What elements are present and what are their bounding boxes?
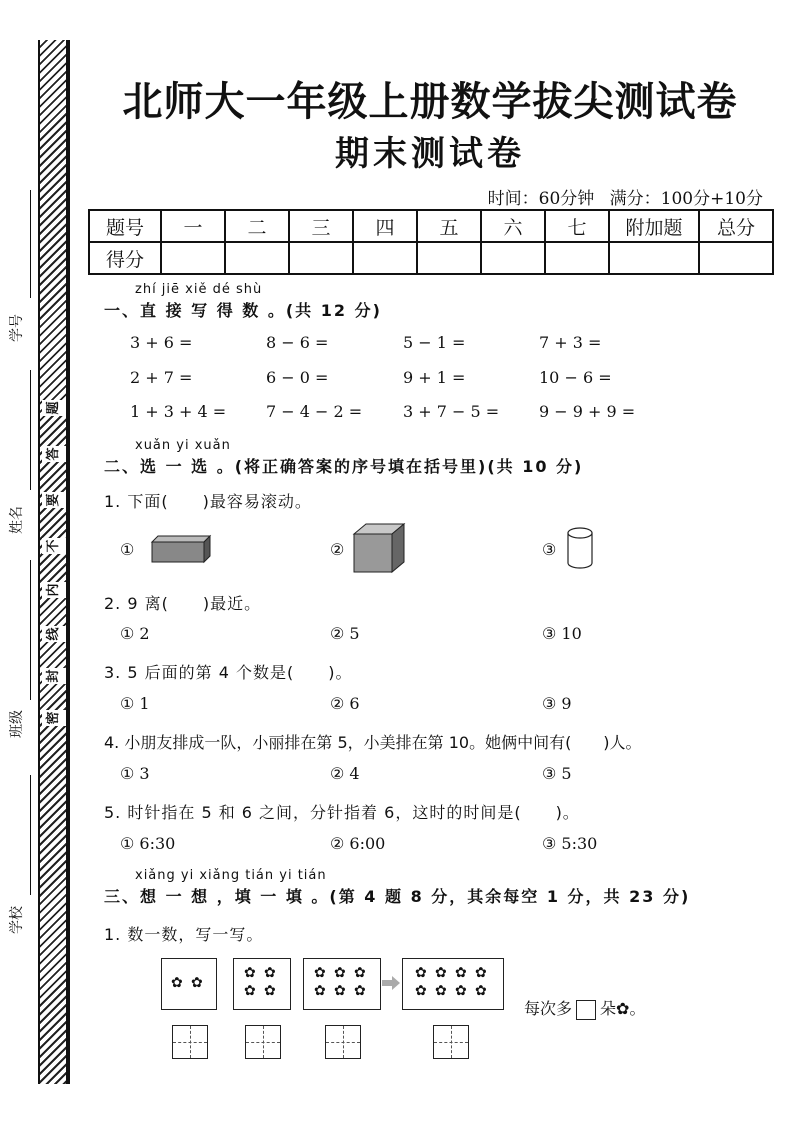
writing-box[interactable] — [433, 1025, 469, 1059]
each-more-suffix: 朵 — [600, 999, 617, 1018]
question-text: 5. 时针指在 5 和 6 之间，分针指着 6，这时的时间是( )。 — [104, 803, 580, 822]
option-item[interactable]: ③ 5 — [542, 764, 572, 783]
school-blank[interactable] — [30, 775, 31, 895]
score-cell[interactable] — [353, 242, 417, 274]
arith-item: 7 − 4 − 2 = — [266, 402, 363, 421]
score-table-header-row — [89, 210, 773, 242]
question-text: 1. 数一数，写一写。 — [104, 925, 264, 944]
flower-icon: ✿ — [415, 965, 427, 981]
arith-item: 3 + 6 = — [130, 333, 193, 352]
section3-pinyin: xiǎng yi xiǎng tián yi tián — [135, 868, 327, 883]
seal-char: 封 — [42, 668, 66, 684]
section3-heading: 三、想 一 想 ，填 一 填 。(第 4 题 8 分，其余每空 1 分，共 23 分) — [104, 887, 691, 906]
seal-char: 题 — [42, 400, 66, 416]
arith-item: 3 + 7 − 5 = — [403, 402, 500, 421]
score-cell[interactable] — [481, 242, 545, 274]
option-item[interactable]: ② 5 — [330, 624, 360, 643]
section2-pinyin: xuǎn yi xuǎn — [135, 438, 231, 453]
page-subtitle: 期末测试卷 — [335, 134, 525, 174]
flower-icon: ✿ — [244, 965, 256, 981]
writing-box[interactable] — [325, 1025, 361, 1059]
arith-item: 10 − 6 = — [539, 368, 612, 387]
arrow-right-icon — [382, 976, 400, 990]
question-text: 3. 5 后面的第 4 个数是( )。 — [104, 663, 353, 682]
question-text: 2. 9 离( )最近。 — [104, 594, 262, 613]
score-header-cell: 七 — [545, 210, 609, 242]
binding-line — [68, 40, 70, 1084]
flower-icon: ✿ — [264, 983, 276, 999]
page-title: 北师大一年级上册数学拔尖测试卷 — [122, 79, 738, 125]
flower-icon: ✿ — [475, 983, 487, 999]
exam-time: 时间：60分钟 — [487, 189, 595, 209]
flower-icon: ✿ — [244, 983, 256, 999]
exam-full-score: 满分：100分+10分 — [609, 189, 763, 209]
section1-heading: 一、直 接 写 得 数 。(共 12 分) — [104, 301, 382, 320]
option-label[interactable]: ③ — [542, 540, 557, 559]
cylinder-icon — [566, 526, 594, 570]
flower-icon: ✿ — [171, 975, 183, 991]
flower-icon: ✿ — [455, 983, 467, 999]
side-label-class: 班级 — [9, 710, 25, 738]
seal-char: 线 — [42, 626, 66, 642]
seal-char: 内 — [42, 582, 66, 598]
arith-item: 5 − 1 = — [403, 333, 466, 352]
score-table — [88, 209, 774, 275]
flower-icon: ✿ — [264, 965, 276, 981]
score-header-cell: 六 — [481, 210, 545, 242]
score-cell[interactable] — [545, 242, 609, 274]
flower-icon: ✿ — [334, 965, 346, 981]
option-item[interactable]: ③ 5:30 — [542, 834, 598, 853]
writing-box[interactable] — [245, 1025, 281, 1059]
option-item[interactable]: ② 6 — [330, 694, 360, 713]
flower-icon: ✿ — [354, 965, 366, 981]
flower-box — [233, 958, 291, 1010]
score-cell[interactable] — [289, 242, 353, 274]
arith-item: 9 + 1 = — [403, 368, 466, 387]
flower-icon: ✿ — [616, 999, 630, 1018]
score-header-cell: 附加题 — [609, 210, 699, 242]
seal-char: 答 — [42, 446, 66, 462]
arith-item: 6 − 0 = — [266, 368, 329, 387]
option-item[interactable]: ① 1 — [120, 694, 150, 713]
cuboid-icon — [146, 534, 212, 564]
option-item[interactable]: ① 3 — [120, 764, 150, 783]
score-cell[interactable] — [699, 242, 773, 274]
period-mark: 。 — [629, 999, 646, 1018]
side-label-school: 学校 — [9, 906, 25, 934]
seal-char: 密 — [42, 710, 66, 726]
score-header-cell: 一 — [161, 210, 225, 242]
flower-icon: ✿ — [334, 983, 346, 999]
score-header-cell: 二 — [225, 210, 289, 242]
score-header-cell: 三 — [289, 210, 353, 242]
option-item[interactable]: ① 2 — [120, 624, 150, 643]
flower-icon: ✿ — [314, 965, 326, 981]
class-blank[interactable] — [30, 560, 31, 700]
each-more-prefix: 每次多 — [524, 999, 573, 1018]
score-header-cell: 总分 — [699, 210, 773, 242]
option-item[interactable]: ③ 9 — [542, 694, 572, 713]
exam-info — [478, 184, 763, 209]
flower-box — [161, 958, 217, 1010]
option-item[interactable]: ② 6:00 — [330, 834, 386, 853]
arith-item: 7 + 3 = — [539, 333, 602, 352]
option-item[interactable]: ③ 10 — [542, 624, 582, 643]
score-header-cell: 四 — [353, 210, 417, 242]
flower-icon: ✿ — [314, 983, 326, 999]
score-cell[interactable] — [161, 242, 225, 274]
score-cell[interactable] — [609, 242, 699, 274]
option-label[interactable]: ② — [330, 540, 345, 559]
score-header-cell: 五 — [417, 210, 481, 242]
flower-icon: ✿ — [435, 965, 447, 981]
question-text: 4. 小朋友排成一队，小丽排在第 5，小美排在第 10。她俩中间有( )人。 — [104, 733, 642, 752]
student-id-blank[interactable] — [30, 190, 31, 298]
seal-char: 要 — [42, 492, 66, 508]
arith-item: 9 − 9 + 9 = — [539, 402, 636, 421]
binding-margin — [0, 0, 78, 1122]
flower-icon: ✿ — [415, 983, 427, 999]
arith-item: 1 + 3 + 4 = — [130, 402, 227, 421]
question-text: 1. 下面( )最容易滚动。 — [104, 492, 312, 511]
section2-heading: 二、选 一 选 。(将正确答案的序号填在括号里)(共 10 分) — [104, 457, 584, 476]
cube-icon — [352, 522, 408, 574]
arith-item: 2 + 7 = — [130, 368, 193, 387]
flower-icon: ✿ — [455, 965, 467, 981]
each-more-statement — [524, 996, 645, 1020]
flower-icon: ✿ — [435, 983, 447, 999]
flower-icon: ✿ — [475, 965, 487, 981]
score-header-cell: 题号 — [89, 210, 161, 242]
score-table-score-row — [89, 242, 773, 274]
flower-icon: ✿ — [191, 975, 203, 991]
flower-icon: ✿ — [354, 983, 366, 999]
side-label-student-id: 学号 — [9, 314, 25, 342]
option-label[interactable]: ① — [120, 540, 135, 559]
option-item[interactable]: ② 4 — [330, 764, 360, 783]
seal-char: 不 — [42, 538, 66, 554]
arith-item: 8 − 6 = — [266, 333, 329, 352]
answer-box[interactable] — [576, 1000, 596, 1020]
section1-pinyin: zhí jiē xiě dé shù — [135, 282, 263, 297]
option-item[interactable]: ① 6:30 — [120, 834, 176, 853]
score-cell[interactable] — [225, 242, 289, 274]
score-row-label: 得分 — [89, 242, 161, 274]
binding-hatch — [38, 40, 68, 1084]
name-blank[interactable] — [30, 370, 31, 490]
score-cell[interactable] — [417, 242, 481, 274]
writing-box[interactable] — [172, 1025, 208, 1059]
side-label-name: 姓名 — [9, 506, 25, 534]
